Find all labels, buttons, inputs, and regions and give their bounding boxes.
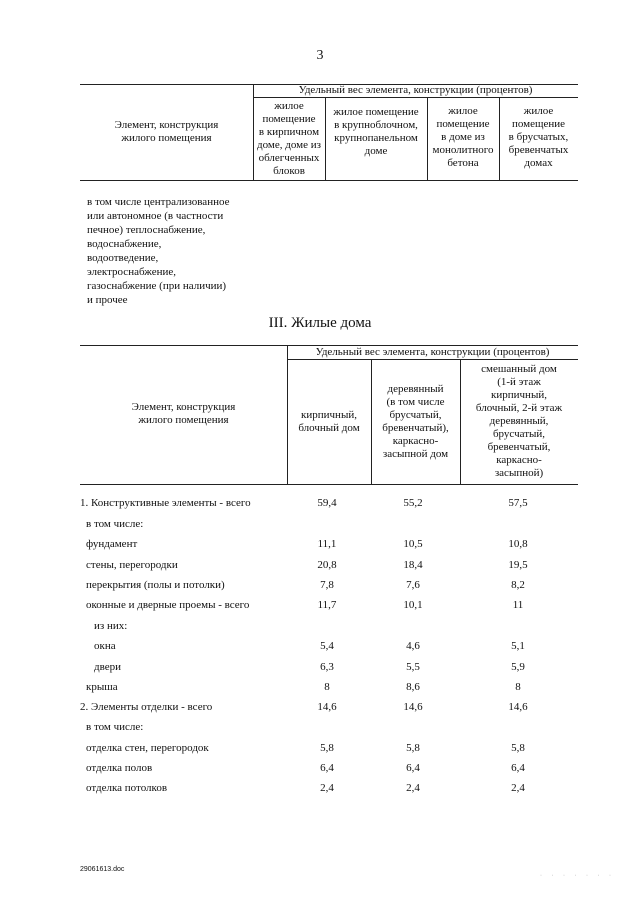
row-value: 10,8 <box>508 538 528 550</box>
row-value: 5,1 <box>511 640 525 652</box>
row-label: окна <box>94 640 116 652</box>
table1-col-brick: жилое помещение в кирпичном доме, доме из облегченных блоков <box>257 99 321 177</box>
table-row <box>0 782 640 802</box>
table-row <box>0 620 640 640</box>
row-label: стены, перегородки <box>86 559 178 571</box>
row-value: 10,1 <box>403 599 423 611</box>
row-value: 5,8 <box>406 742 420 754</box>
table2-element-header: Элемент, конструкция жилого помещения <box>131 401 236 426</box>
row-value: 8 <box>515 681 521 693</box>
table1-col-monolith: жилое помещение в доме из монолитного бетона <box>432 104 494 169</box>
table2-col-wooden: деревянный (в том числе брусчатый, бревенчатый), каркасно- засыпной дом <box>382 382 449 460</box>
row-value: 11,7 <box>317 599 337 611</box>
table-row <box>0 518 640 538</box>
row-value: 14,6 <box>508 701 528 713</box>
table-row <box>0 599 640 619</box>
row-value: 19,5 <box>508 559 528 571</box>
table-row <box>0 559 640 579</box>
table-row <box>0 640 640 660</box>
footer-filename: 29061613.doc <box>80 866 125 873</box>
row-value: 55,2 <box>403 497 423 509</box>
scan-specks: · · · · · · · <box>540 873 615 879</box>
row-value: 57,5 <box>508 497 528 509</box>
row-label: отделка потолков <box>86 782 168 794</box>
row-label: крыша <box>86 681 118 693</box>
table1-col-timber: жилое помещение в брусчатых, бревенчатых домах <box>508 104 569 169</box>
section-title: III. Жилые дома <box>268 315 372 331</box>
row-value: 2,4 <box>320 782 334 794</box>
row-value: 8,6 <box>406 681 420 693</box>
table-row <box>0 701 640 721</box>
row-label: из них: <box>94 620 128 632</box>
table1-continuation-text: в том числе централизованное или автономное (в частности печное) теплоснабжение, водоснабжение, водоотведение, электроснабжение, газоснабжение (при наличии) и прочее <box>87 196 230 306</box>
row-label: 1. Конструктивные элементы - всего <box>80 497 251 509</box>
table1-element-header: Элемент, конструкция жилого помещения <box>114 119 219 144</box>
table-row <box>0 742 640 762</box>
row-value: 8,2 <box>511 579 525 591</box>
row-value: 59,4 <box>317 497 337 509</box>
row-value: 6,3 <box>320 661 334 673</box>
table2-group-header: Удельный вес элемента, конструкции (процентов) <box>315 345 550 358</box>
row-value: 2,4 <box>511 782 525 794</box>
table-row <box>0 538 640 558</box>
table-row <box>0 497 640 517</box>
row-value: 8 <box>324 681 330 693</box>
table-row <box>0 661 640 681</box>
row-value: 5,5 <box>406 661 420 673</box>
row-value: 14,6 <box>403 701 423 713</box>
row-label: отделка стен, перегородок <box>86 742 209 754</box>
table-row <box>0 762 640 782</box>
row-label: оконные и дверные проемы - всего <box>86 599 250 611</box>
table-row <box>0 721 640 741</box>
table-row <box>0 681 640 701</box>
row-label: в том числе: <box>86 518 144 530</box>
row-label: двери <box>94 661 121 673</box>
row-value: 20,8 <box>317 559 337 571</box>
table1-group-header: Удельный вес элемента, конструкции (процентов) <box>298 84 533 96</box>
row-value: 11,1 <box>317 538 337 550</box>
row-value: 5,8 <box>320 742 334 754</box>
row-value: 6,4 <box>511 762 525 774</box>
row-value: 18,4 <box>403 559 423 571</box>
row-value: 7,6 <box>406 579 420 591</box>
row-value: 6,4 <box>406 762 420 774</box>
row-value: 2,4 <box>406 782 420 794</box>
row-label: перекрытия (полы и потолки) <box>86 579 225 591</box>
row-value: 10,5 <box>403 538 423 550</box>
row-value: 5,4 <box>320 640 334 652</box>
page-number: 3 <box>316 48 324 63</box>
row-value: 6,4 <box>320 762 334 774</box>
row-value: 14,6 <box>317 701 337 713</box>
row-value: 7,8 <box>320 579 334 591</box>
table-row <box>0 579 640 599</box>
table1-col-panel: жилое помещение в крупноблочном, крупнопанельном доме <box>333 106 419 157</box>
row-label: отделка полов <box>86 762 153 774</box>
row-label: в том числе: <box>86 721 144 733</box>
row-value: 5,9 <box>511 661 525 673</box>
table2-col-brick: кирпичный, блочный дом <box>298 408 360 434</box>
row-value: 11 <box>512 599 524 611</box>
row-label: 2. Элементы отделки - всего <box>80 701 213 713</box>
row-label: фундамент <box>86 538 138 550</box>
table2-col-mixed: смешанный дом (1-й этаж кирпичный, блочный, 2-й этаж деревянный, брусчатый, бревенчатый, каркасно- засыпной) <box>475 363 563 479</box>
row-value: 5,8 <box>511 742 525 754</box>
row-value: 4,6 <box>406 640 420 652</box>
